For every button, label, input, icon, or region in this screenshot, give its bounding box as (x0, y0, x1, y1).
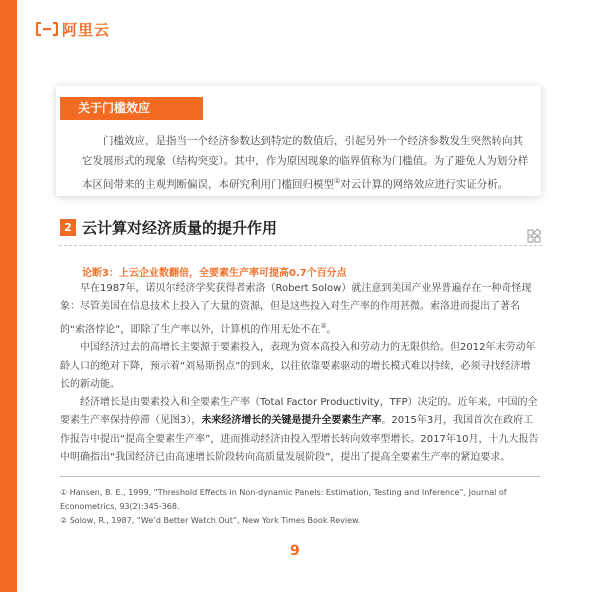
paragraph-1-end: 。 (326, 323, 337, 335)
footnote-2-text: Solow, R., 1987, “We’d Better Watch Out”, New York Times Book Review. (69, 516, 361, 525)
footnote-ref-2[interactable]: ② (320, 321, 327, 330)
aliyun-logo-icon (36, 22, 58, 36)
footnote-1 (60, 486, 545, 513)
logo-text: 阿里云 (62, 20, 111, 39)
section-number: 2 (60, 219, 76, 236)
paragraph-2: 中国经济过去的高增长主要源于要素投入，表现为资本高投入和劳动力的无限供给。但2012年末劳动年龄人口的绝对下降，预示着“刘易斯拐点”的到来，以往依靠要素驱动的增长模式难以持续，必须寻找经济增长的新动能。 (60, 342, 536, 390)
footnote-rule (60, 476, 540, 477)
thesis-statement: 论断3：上云企业数翻倍，全要素生产率可提高0.7个百分点 (82, 268, 347, 279)
paragraph-1-text: 早在1987年，诺贝尔经济学奖获得者索洛（Robert Solow）就注意到美国产业界普遍存在一种奇怪现象：尽管美国在信息技术上投入了大量的资源，但是这些投入对生产率的作用甚微。索洛进而提出了著名的“索洛悖论”，即除了生产率以外，计算机的作用无处不在 (60, 283, 532, 335)
box-body (82, 131, 530, 195)
aliyun-logo (36, 19, 110, 39)
footnote-1-text: Hansen, B. E., 1999, “Threshold Effects in Non-dynamic Panels: Estimation, Testing and Inference”, Journal of Econometrics, 93(2):345-368. (60, 488, 507, 511)
box-body-text-end: 对云计算的网络效应进行实证分析。 (340, 178, 509, 191)
paragraph-3 (60, 394, 540, 467)
page-number: 9 (290, 543, 300, 559)
threshold-effect-box (56, 86, 541, 196)
paragraph-3-end: 。2015年3月，我国首次在政府工作报告中提出“提高全要素生产率”，进而推动经济由投入型增长转向效率型增长。2017年10月，十九大报告中明确指出“我国经济已由高速增长阶段转向高质量发展阶段”，提出了提高全要素生产率的紧迫要求。 (60, 415, 539, 463)
footnote-2 (60, 514, 545, 528)
footnote-ref-1[interactable]: ① (334, 177, 341, 185)
footnotes (60, 486, 545, 529)
left-accent-bar (0, 0, 17, 592)
section-grid-icon (527, 229, 541, 243)
section-title: 云计算对经济质量的提升作用 (82, 218, 278, 237)
footnote-2-mark: ② (60, 516, 68, 525)
footnote-1-mark: ① (60, 488, 68, 497)
paragraph-3-emphasis: 未来经济增长的关键是提升全要素生产率 (201, 415, 382, 427)
section-heading (60, 217, 277, 237)
section-divider (59, 245, 542, 246)
paragraph-3-text: 经济增长是由要素投入和全要素生产率（Total Factor Productivity，TFP）决定的。近年来，中国的全要素生产率保持停滞（见图3）， (60, 397, 538, 427)
box-title: 关于门槛效应 (60, 97, 203, 120)
box-body-text: 门槛效应，是指当一个经济参数达到特定的数值后，引起另外一个经济参数发生突然转向其它发展形式的现象（结构突变）。其中，作为原因现象的临界值称为门槛值。为了避免人为划分样本区间带来的主观判断偏误，本研究利用门槛回归模型 (82, 135, 529, 191)
paragraph-1 (60, 280, 540, 339)
body-text (60, 280, 540, 467)
